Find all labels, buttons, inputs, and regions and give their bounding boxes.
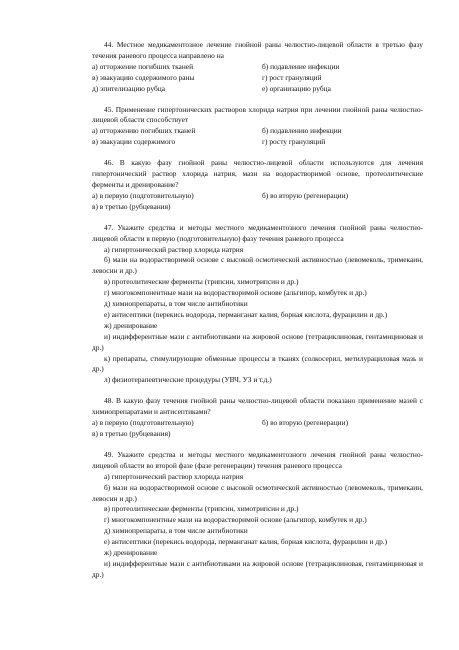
option: г) росту грануляций (262, 137, 326, 147)
option: в) эвакуацию содержимого раны (92, 72, 195, 82)
option: а) отторжению погибших тканей (92, 126, 196, 136)
option: б) мази на водорастворимой основе с высокой осмотической активностью (левомеколь, тримекаин, левосин и др.) (92, 482, 423, 503)
option: б) во вторую (регенерации) (262, 190, 349, 200)
option: б) во вторую (регенерации) (262, 418, 349, 428)
option: л) физиотерапевтические процедуры (УВЧ, УЗ и т.д.) (104, 375, 272, 385)
option: д) химиопрепараты, в том числе антибиотики (104, 299, 248, 309)
option: ж) дренирование (104, 548, 158, 558)
option-row (92, 137, 423, 148)
question-48 (92, 396, 423, 440)
option-row (92, 73, 423, 84)
option: г) многокомпонентные мази на водорастворимой основе (альгипор, комбутек и др.) (104, 515, 367, 525)
option: а) гипертонический раствор хлорида натрия (104, 244, 244, 254)
option: в) в третью (рубцевания) (92, 201, 171, 211)
question-46 (92, 158, 423, 213)
question-stem: 47. Укажите средства и методы местного медикаментозного лечения гнойной раны челюстно-лицевой области в первую (подготовительную) фазу течения раневого процесса (92, 222, 423, 243)
question-49 (92, 450, 423, 581)
option-row (92, 126, 423, 137)
option: в) эвакуации содержимого (92, 137, 176, 147)
option: а) в первую (подготовительную) (92, 418, 194, 428)
option: к) препараты, стимулирующие обменные процессы в тканях (солкосерил, метилурациловая мазь и др.) (92, 353, 423, 374)
option: а) в первую (подготовительную) (92, 190, 194, 200)
question-47 (92, 223, 423, 387)
option-row (92, 62, 423, 73)
option: б) мази на водорастворимой основе с высокой осмотической активностью (левомеколь, тримекаин, левосин и др.) (92, 255, 423, 276)
question-stem: 45. Применение гипертонических растворов хлорида натрия при лечении гнойной раны челюстно-лицевой области способствует (92, 104, 423, 125)
option: а) гипертонический раствор хлорида натрия (104, 471, 244, 481)
question-45 (92, 105, 423, 149)
option: и) индифферентные мази с антибиотиками на жировой основе (тетрациклиновая, гентамициновая и др.) (92, 331, 423, 352)
option-row (92, 191, 423, 202)
question-stem: 46. В какую фазу гнойной раны челюстно-лицевой области используются для лечения гипертонический раствор хлорида натрия, мази на водорастворимой основе, протеолитические ферменты и дренирование? (92, 158, 423, 189)
option: и) индифферентные мази с антибиотиками на жировой основе (тетрациклиновая, гентамициновая и др.) (92, 558, 423, 579)
option: в) в третью (рубцевания) (92, 429, 171, 438)
option-row (92, 418, 423, 429)
option: е) антисептики (перекись водорода, перманганат калия, борная кислота, фурацилин и др.) (104, 537, 388, 547)
question-stem: 44. Местное медикаментозное лечение гнойной раны челюстно-лицевой области в третью фазу течения раневого процесса направлено на (92, 40, 423, 60)
question-stem: 48. В какую фазу течения гнойной раны челюстно-лицевой области показано применение мазей с химиопрепаратами и антисептиками? (92, 396, 423, 417)
option: б) подавлению инфекции (262, 126, 342, 136)
question-stem: 49. Укажите средства и методы местного медикаментозного лечения гнойной раны челюстно-лицевой области во второй фазе (фазе регенерации) течения раневого процесса (92, 449, 423, 470)
option: е) организацию рубца (262, 83, 331, 93)
option: е) антисептики (перекись водорода, перманганат калия, борная кислота, фурацилин и др.) (104, 309, 388, 319)
option: в) протеолитические ферменты (трипсин, химотрипсин и др.) (104, 277, 299, 287)
option: а) отторжение погибших тканей (92, 61, 194, 71)
option: г) многокомпонентные мази на водорастворимой основе (альгипор, комбутек и др.) (104, 288, 367, 298)
option: б) подавление инфекции (262, 61, 340, 71)
option: д) химиопрепараты, в том числе антибиотики (104, 526, 248, 536)
option: д) эпителизацию рубца (92, 83, 165, 93)
option: ж) дренирование (104, 320, 158, 330)
option: в) протеолитические ферменты (трипсин, химотрипсин и др.) (104, 504, 299, 514)
question-44 (92, 40, 423, 95)
option-row (92, 84, 423, 95)
option: г) рост грануляций (262, 72, 322, 82)
